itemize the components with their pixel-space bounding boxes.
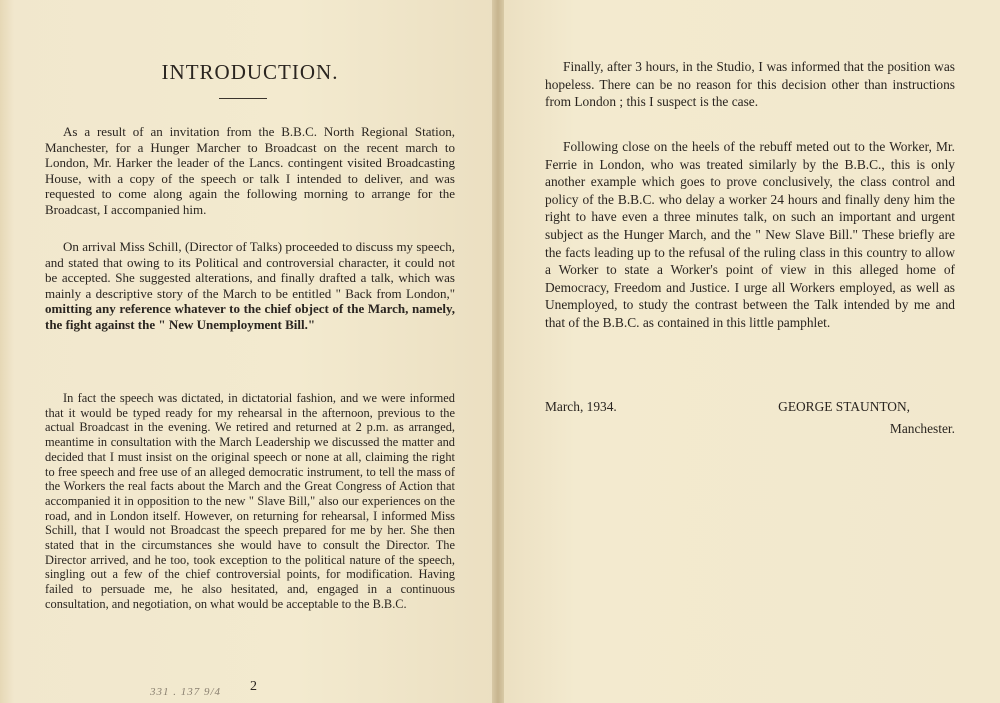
intro-paragraph-1: As a result of an invitation from the B.B.C. North Regional Station, Manchester, for a Hunger Marcher to Broadcast on the recent march to London, Mr. Harker the leader of the Lancs. contingent visited Broadcasting House, with a copy of the speech or talk I intended to deliver, and was requested to come along again the following morning to arrange for the Broadcast, I accompanied him.	[45, 124, 455, 217]
closing-paragraph-2: Following close on the heels of the rebuff meted out to the Worker, Mr. Ferrie in London, who was treated similarly by the B.B.C., this is only another example which goes to prove conclusively, the class control and policy of the B.B.C. who delay a worker 24 hours and finally deny him the right to have even a three minutes talk, on such an important and urgent subject as the Hunger March, and the " New Slave Bill." These briefly are the facts leading up to the refusal of the ruling class in this country to allow a Worker to state a Worker's point of view in this alleged home of Democracy, Freedom and Justice. I urge all Workers employed, as well as Unemployed, to study the contrast between the Talk intended by me and that of the B.B.C. as contained in this little pamphlet.	[545, 139, 955, 330]
paragraph-2-bold-text: omitting any reference whatever to the chief object of the March, namely, the fight against the " New Unemployment Bill."	[45, 301, 455, 332]
binding-gutter	[492, 0, 504, 703]
pencil-annotation: 331 . 137 9/4	[150, 686, 222, 698]
page-edge	[0, 0, 14, 703]
title-divider	[219, 98, 267, 99]
intro-paragraph-2	[45, 239, 455, 333]
page-title: INTRODUCTION.	[161, 60, 339, 85]
paragraph-2-text: On arrival Miss Schill, (Director of Talks) proceeded to discuss my speech, and stated that owing to its Political and controversial character, it could not be accepted. She suggested alterations, and finally drafted a talk, which was mainly a descriptive story of the March to be entitled " Back from London,"	[45, 239, 455, 301]
author-signature: GEORGE STAUNTON,	[778, 399, 910, 414]
date-line: March, 1934.	[545, 399, 617, 414]
left-page	[0, 0, 497, 703]
intro-paragraph-3: In fact the speech was dictated, in dictatorial fashion, and we were informed that it would be typed ready for my rehearsal in the afternoon, previous to the actual Broadcast in the evening. We retired and returned at 2 p.m. as arranged, meantime in consultation with the March Leadership we discussed the matter and decided that I must insist on the original speech or none at all, claiming the right to free speech and free use of an alleged democratic instrument, to tell the mass of the Workers the real facts about the March and the Great Congress of Action that accompanied it in opposition to the new " Slave Bill," also our experiences on the road, and in London itself. However, on returning for rehearsal, I informed Miss Schill, that I would not Broadcast the speech prepared for me by her. She then stated that in the circumstances she would have to consult the Director. The Director arrived, and he too, took exception to the political nature of the speech, singling out a few of the chief controversial points, for modification. Having failed to persuade me, he also hesitated, and, engaged in a continuous consultation, and negotiation, on what would be acceptable to the B.B.C.	[45, 391, 455, 611]
page-number: 2	[250, 679, 257, 694]
closing-paragraph-1: Finally, after 3 hours, in the Studio, I was informed that the position was hopeless. There can be no reason for this decision other than instructions from London ; this I suspect is the case.	[545, 59, 955, 110]
author-location: Manchester.	[889, 421, 955, 436]
